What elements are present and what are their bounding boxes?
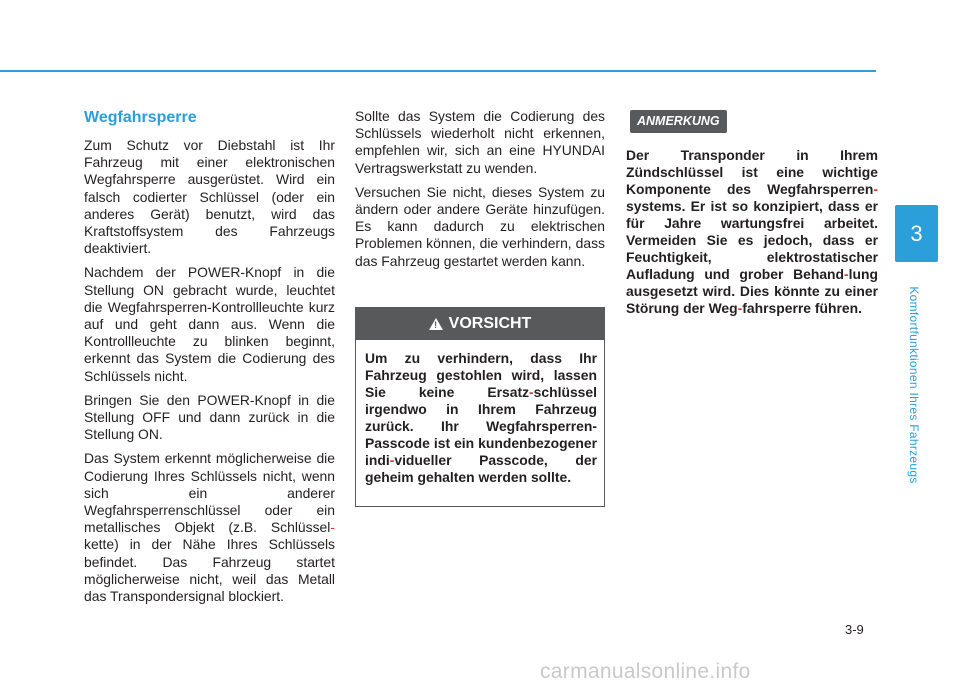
hyphen-mark: - [389, 452, 395, 468]
caution-text-part: vidueller Passcode, der geheim gehalten werden sollte. [365, 452, 597, 485]
paragraph-text: Das System erkennt möglicherweise die Codierung Ihres Schlüssels nicht, wenn sich ein anderer Wegfahrsperrenschlüssel oder ein metallisches Objekt (z.B. Schlüssel [84, 450, 335, 536]
caution-text [356, 340, 604, 486]
note-text-part: lung ausgesetzt wird. Dies könnte zu einer Störung der Weg [626, 266, 878, 317]
note-text-part: Der Transponder in Ihrem Zündschlüssel ist eine wichtige Komponente des Wegfahrsperren [626, 147, 878, 198]
note-tag: ANMERKUNG [630, 110, 727, 133]
caution-text-part: schlüssel irgendwo in Ihrem Fahrzeug zurück. Ihr Wegfahrsperren-Passcode ist ein kundenbezogener indi [365, 384, 597, 468]
watermark: carmanualsonline.info [540, 660, 751, 683]
paragraph [84, 450, 335, 605]
hyphen-mark: - [330, 519, 335, 536]
hyphen-mark: - [737, 300, 743, 317]
note-text-part: systems. Er ist so konzipiert, dass er für Jahre wartungsfrei arbeitet. Vermeiden Sie es jedoch, dass er Feuchtigkeit, elektrostatischer Aufladung und grober Behand [626, 198, 878, 283]
chapter-tab: 3 [895, 205, 938, 262]
hyphen-mark: - [844, 266, 849, 283]
paragraph: Sollte das System die Codierung des Schlüssels wiederholt nicht erkennen, empfehlen wir, sich an eine HYUNDAI Vertragswerkstatt zu wenden. [355, 108, 605, 176]
paragraph: Zum Schutz vor Diebstahl ist Ihr Fahrzeug mit einer elektronischen Wegfahrsperre ausgerüstet. Wird ein falsch codierter Schlüssel (oder ein anderes Gerät) benutzt, wird das Kraftstoffsystem des Fahrzeugs deaktiviert. [84, 137, 335, 257]
paragraph-text: kette) in der Nähe Ihres Schlüssels befindet. Das Fahrzeug startet möglicherweise nicht, weil das Metall das Transpondersignal blockiert. [84, 536, 335, 605]
page-number: 3-9 [845, 622, 864, 637]
section-heading: Wegfahrsperre [84, 109, 197, 126]
hyphen-mark: - [873, 181, 878, 198]
caution-text-part: Um zu verhindern, dass Ihr Fahrzeug gestohlen wird, lassen Sie keine Ersatz [365, 350, 597, 400]
column-left [84, 108, 335, 612]
column-right [626, 108, 878, 324]
caution-title: VORSICHT [448, 315, 532, 332]
chapter-title-vertical [894, 270, 934, 500]
caution-header [356, 308, 604, 340]
caution-box [355, 307, 605, 507]
paragraph: Bringen Sie den POWER-Knopf in die Stellung OFF und dann zurück in die Stellung ON. [84, 391, 335, 443]
paragraph: Versuchen Sie nicht, dieses System zu ändern oder andere Geräte hinzufügen. Es kann dadurch zu elektrischen Problemen können, die verhindern, dass das Fahrzeug gestartet werden kann. [355, 183, 605, 269]
paragraph: Nachdem der POWER-Knopf in die Stellung ON gebracht wurde, leuchtet die Wegfahrsperren-Kontrollleuchte kurz auf und geht dann aus. Wenn die Kontrollleuchte zu blinken beginnt, erkennt das System die Codierung des Schlüssels nicht. [84, 264, 335, 384]
hyphen-mark: - [529, 384, 534, 400]
column-middle [355, 108, 605, 277]
chapter-title: Komfortfunktionen Ihres Fahrzeugs [907, 286, 921, 484]
warning-triangle-icon: ! [429, 318, 443, 330]
note-text-part: fahrsperre führen. [742, 300, 862, 317]
header-rule [0, 70, 876, 72]
note-text [626, 147, 878, 317]
